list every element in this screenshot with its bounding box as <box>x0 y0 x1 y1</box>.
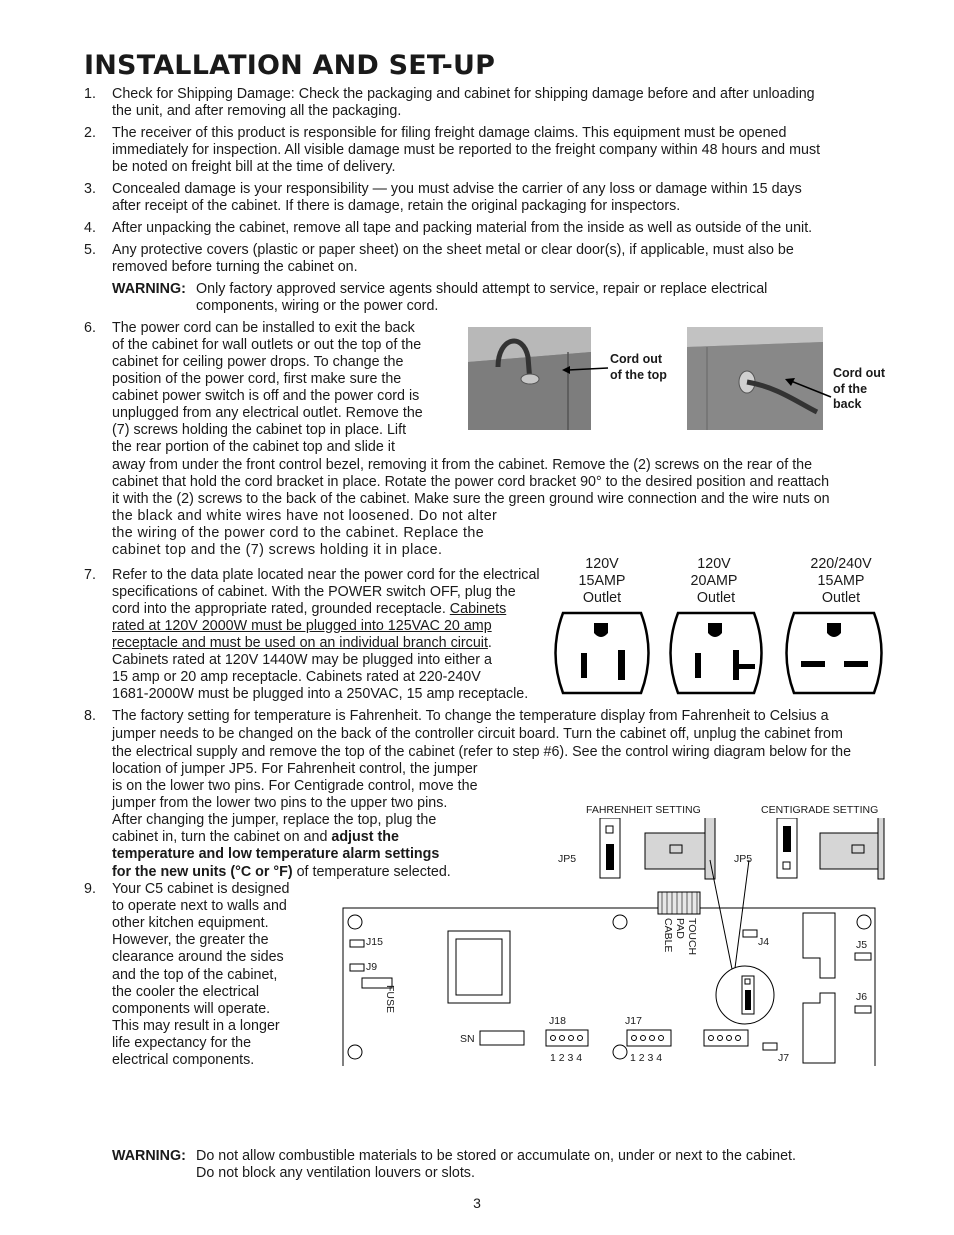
item-6-line: of the cabinet for wall outlets or out the top of the <box>112 337 422 353</box>
item-6-line: cabinet power switch is off and the power cord is <box>112 388 420 404</box>
bold-text: adjust the <box>331 829 399 845</box>
outlet-voltage: 220/240V <box>810 556 872 572</box>
item-7-line: rated at 120V 2000W must be plugged into 125VAC 20 amp <box>112 618 492 634</box>
warning-line: Do not allow combustible materials to be stored or accumulate on, under or next to the cabinet. <box>196 1148 797 1164</box>
j17-pin-numbers: 1 2 3 4 <box>630 1052 663 1064</box>
item-8-line: jumper from the lower two pins to the upper two pins. <box>112 795 448 811</box>
item-6-line: the rear portion of the cabinet top and slide it <box>112 439 395 455</box>
item-1-line: the unit, and after removing all the packaging. <box>112 103 402 119</box>
underlined-text: Cabinets <box>449 601 507 617</box>
item-6-line: it with the (2) screws to the back of the cabinet. Make sure the green ground wire connection and the wire nuts on <box>112 491 830 507</box>
item-1-line: Check for Shipping Damage: Check the packaging and cabinet for shipping damage before and after unloading <box>112 86 815 102</box>
j18-label: J18 <box>549 1015 566 1027</box>
warning-line: components, wiring or the power cord. <box>196 298 439 314</box>
j18-pin-numbers: 1 2 3 4 <box>550 1052 583 1064</box>
item-9-line: However, the greater the <box>112 932 269 948</box>
j5-label: J5 <box>856 939 868 951</box>
item-7-line: specifications of cabinet. With the POWER switch OFF, plug the <box>112 584 516 600</box>
text-span: . <box>487 635 492 651</box>
j9-label: J9 <box>366 961 378 973</box>
fahrenheit-setting-label: FAHRENHEIT SETTING <box>586 804 701 816</box>
text-span: cabinet in, turn the cabinet on and <box>112 829 332 845</box>
outlet-amperage: 20AMP <box>690 573 738 589</box>
cord-top-caption: Cord out <box>610 352 663 366</box>
item-2-line: be noted on freight bill at the time of delivery. <box>112 159 396 175</box>
item-9-line: and the top of the cabinet, <box>112 967 278 983</box>
item-6-line: cabinet top and the (7) screws holding it in place. <box>112 542 443 558</box>
touchpad-cable-label: TOUCH <box>686 918 698 956</box>
item-6-line: unplugged from any electrical outlet. Remove the <box>112 405 423 421</box>
outlet-diagrams <box>548 608 893 698</box>
item-7-line: Refer to the data plate located near the power cord for the electrical <box>112 567 540 583</box>
outlet-type: Outlet <box>696 590 736 606</box>
item-4-line: After unpacking the cabinet, remove all tape and packing material from the inside as well as outside of the unit. <box>112 220 813 236</box>
item-2-line: The receiver of this product is responsible for filing freight damage claims. This equipment must be opened <box>112 125 787 141</box>
control-board-diagram <box>340 818 885 1070</box>
item-9-line: This may result in a longer <box>112 1018 280 1034</box>
item-7-line <box>112 601 506 618</box>
item-6-line: the wiring of the power cord to the cabinet. Replace the <box>112 525 485 541</box>
item-6-line: position of the power cord, first make sure the <box>112 371 402 387</box>
cord-back-caption: of the <box>833 382 868 396</box>
item-3-line: after receipt of the cabinet. If there is damage, retain the original packaging for inspectors. <box>112 198 681 214</box>
item-9-line: other kitchen equipment. <box>112 915 269 931</box>
item-8-line: The factory setting for temperature is Fahrenheit. To change the temperature display from Fahrenheit to Celsius a <box>112 708 829 724</box>
touchpad-cable-label: CABLE <box>662 918 674 953</box>
touchpad-cable-label: PAD <box>674 918 686 939</box>
item-6-line: the black and white wires have not loosened. Do not alter <box>112 508 498 524</box>
item-2-line: immediately for inspection. All visible damage must be reported to the freight company within 48 hours and must <box>112 142 821 158</box>
item-9-line: to operate next to walls and <box>112 898 287 914</box>
item-7-line: 15 amp or 20 amp receptacle. Cabinets rated at 220-240V <box>112 669 481 685</box>
warning-line: Only factory approved service agents should attempt to service, repair or replace electrical <box>196 281 768 297</box>
warning-label: WARNING: <box>112 1148 186 1164</box>
j15-label: J15 <box>366 936 383 948</box>
item-5-line: Any protective covers (plastic or paper sheet) on the sheet metal or clear door(s), if applicable, must also be <box>112 242 794 258</box>
item-8-line: is on the lower two pins. For Centigrade control, move the <box>112 778 478 794</box>
outlet-220v-15a-icon <box>787 613 882 693</box>
j6-label: J6 <box>856 991 868 1003</box>
jp5-label: JP5 <box>558 853 577 865</box>
item-7-line <box>112 635 492 652</box>
item-6-line: cabinet that hold the cord bracket in place. Rotate the power cord bracket 90° to the desired position and reattach <box>112 474 830 490</box>
fuse-label: FUSE <box>384 985 396 1014</box>
item-number: 5. <box>84 242 96 258</box>
item-9-line: electrical components. <box>112 1052 255 1068</box>
outlet-type: Outlet <box>821 590 861 606</box>
item-8-line: After changing the jumper, replace the top, plug the <box>112 812 437 828</box>
item-8-line: location of jumper JP5. For Fahrenheit control, the jumper <box>112 761 478 777</box>
item-9-line: life expectancy for the <box>112 1035 252 1051</box>
outlet-voltage: 120V <box>585 556 619 572</box>
item-7-line: Cabinets rated at 120V 1440W may be plugged into either a <box>112 652 492 668</box>
page-title: INSTALLATION AND SET-UP <box>84 50 496 81</box>
item-8-line: temperature and low temperature alarm settings <box>112 846 440 862</box>
arrow-icon <box>560 360 610 380</box>
sn-label: SN <box>460 1033 475 1045</box>
text-span: cord into the appropriate rated, grounded receptacle. <box>112 601 450 617</box>
item-number: 3. <box>84 181 96 197</box>
item-number: 7. <box>84 567 96 583</box>
cord-back-caption: back <box>833 397 862 411</box>
item-9-line: clearance around the sides <box>112 949 284 965</box>
j17-label: J17 <box>625 1015 642 1027</box>
item-6-line: The power cord can be installed to exit the back <box>112 320 415 336</box>
item-5-line: removed before turning the cabinet on. <box>112 259 358 275</box>
cord-top-caption: of the top <box>610 368 667 382</box>
arrow-icon <box>783 375 833 405</box>
item-number: 2. <box>84 125 96 141</box>
text-span: of temperature selected. <box>292 864 451 880</box>
outlet-amperage: 15AMP <box>817 573 865 589</box>
jp5-label: JP5 <box>734 853 753 865</box>
centigrade-jumper-detail <box>777 818 884 879</box>
item-number: 4. <box>84 220 96 236</box>
centigrade-setting-label: CENTIGRADE SETTING <box>761 804 879 816</box>
item-8-line: jumper needs to be changed on the back of the controller circuit board. Turn the cabinet off, unplug the cabinet from <box>112 726 843 742</box>
item-6-line: away from under the front control bezel, removing it from the cabinet. Remove the (2) screws on the rear of the <box>112 457 813 473</box>
j7-label: J7 <box>778 1052 790 1064</box>
warning-label: WARNING: <box>112 281 186 297</box>
underlined-text: receptacle and must be used on an individual branch circuit <box>112 635 488 651</box>
j4-label: J4 <box>758 936 770 948</box>
fahrenheit-jumper-detail <box>600 818 715 879</box>
item-9-line: components will operate. <box>112 1001 271 1017</box>
item-9-line: the cooler the electrical <box>112 984 260 1000</box>
item-7-line: 1681-2000W must be plugged into a 250VAC, 15 amp receptacle. <box>112 686 529 702</box>
outlet-amperage: 15AMP <box>578 573 626 589</box>
item-number: 8. <box>84 708 96 724</box>
outlet-120v-20a-icon <box>671 613 762 693</box>
warning-line: Do not block any ventilation louvers or slots. <box>196 1165 475 1181</box>
outlet-voltage: 120V <box>697 556 731 572</box>
item-6-line: (7) screws holding the cabinet top in place. Lift <box>112 422 407 438</box>
item-number: 1. <box>84 86 96 102</box>
bold-text: for the new units (°C or °F) <box>112 864 293 880</box>
item-6-line: cabinet for ceiling power drops. To change the <box>112 354 404 370</box>
outlet-120v-15a-icon <box>556 613 649 693</box>
item-8-line: the electrical supply and remove the top of the cabinet (refer to step #6). See the control wiring diagram below for the <box>112 744 852 760</box>
item-9-line: Your C5 cabinet is designed <box>112 881 290 897</box>
item-number: 9. <box>84 881 96 897</box>
cord-back-caption: Cord out <box>833 366 886 380</box>
item-3-line: Concealed damage is your responsibility — you must advise the carrier of any loss or damage within 15 days <box>112 181 802 197</box>
outlet-type: Outlet <box>582 590 622 606</box>
page-number: 3 <box>473 1195 481 1211</box>
item-number: 6. <box>84 320 96 336</box>
